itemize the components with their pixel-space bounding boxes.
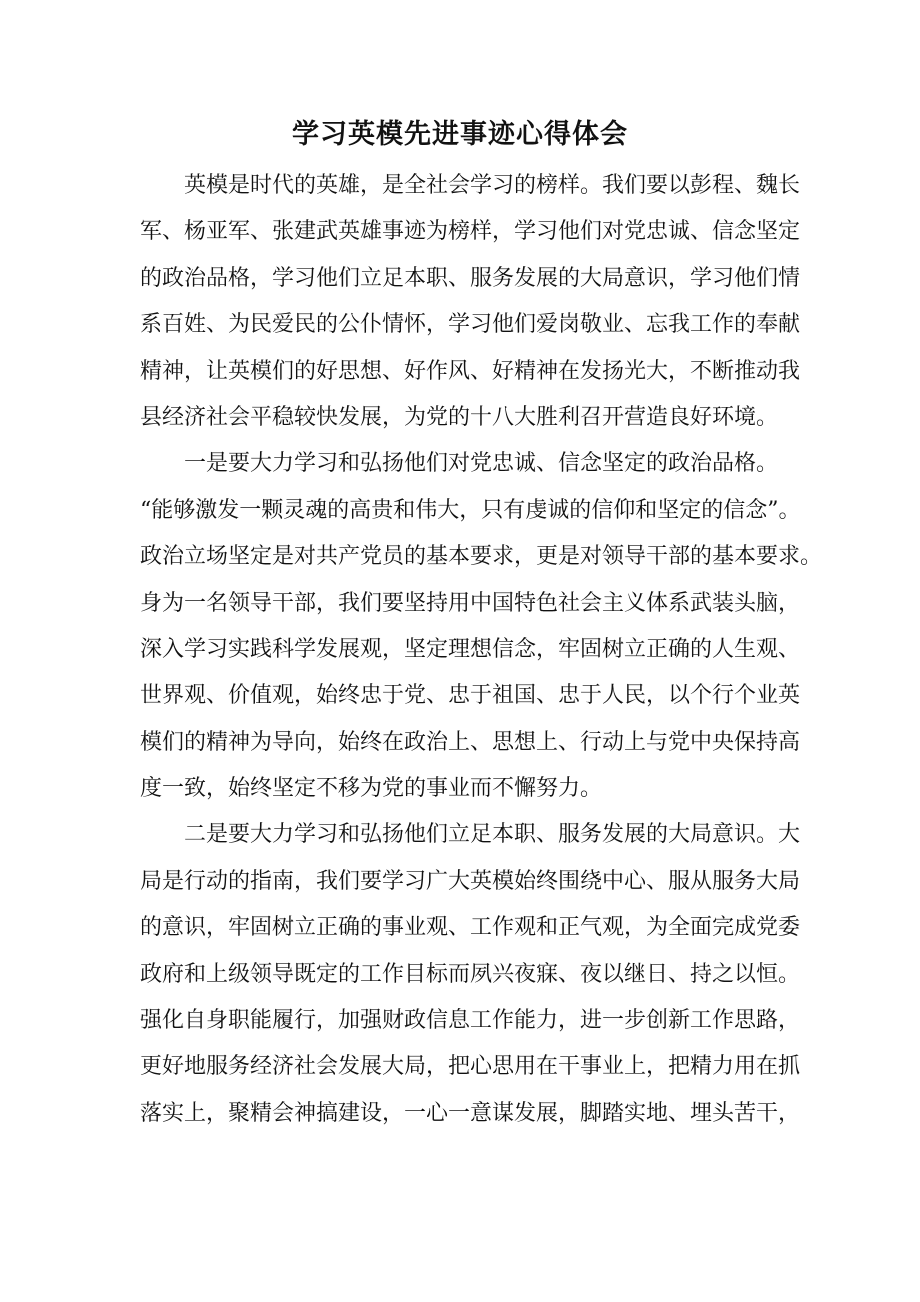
- paragraph-line: 精神，让英模们的好思想、好作风、好精神在发扬光大，不断推动我: [140, 358, 801, 384]
- paragraph-3: [140, 812, 800, 1137]
- paragraph-line: 度一致，始终坚定不移为党的事业而不懈努力。: [140, 776, 603, 802]
- paragraph-line: “能够激发一颗灵魂的高贵和伟大，只有虔诚的信仰和坚定的信念”。: [140, 497, 801, 523]
- paragraph-line: 的意识，牢固树立正确的事业观、工作观和正气观，为全面完成党委: [140, 915, 801, 941]
- paragraph-line: 二是要大力学习和弘扬他们立足本职、服务发展的大局意识。大: [184, 822, 801, 848]
- paragraph-line: 一是要大力学习和弘扬他们对党忠诚、信念坚定的政治品格。: [184, 451, 779, 477]
- paragraph-line: 局是行动的指南，我们要学习广大英模始终围绕中心、服从服务大局: [140, 868, 801, 894]
- paragraph-line: 系百姓、为民爱民的公仆情怀，学习他们爱岗敬业、忘我工作的奉献: [140, 312, 801, 338]
- paragraph-line: 政府和上级领导既定的工作目标而夙兴夜寐、夜以继日、持之以恒。: [140, 961, 801, 987]
- paragraph-line: 军、杨亚军、张建武英雄事迹为榜样，学习他们对党忠诚、信念坚定: [140, 219, 801, 245]
- paragraph-line: 英模是时代的英雄，是全社会学习的榜样。我们要以彭程、魏长: [184, 173, 801, 198]
- paragraph-line: 政治立场坚定是对共产党员的基本要求，更是对领导干部的基本要求。: [140, 544, 823, 570]
- paragraph-line: 的政治品格，学习他们立足本职、服务发展的大局意识，学习他们情: [140, 265, 801, 291]
- paragraph-line: 更好地服务经济社会发展大局，把心思用在干事业上，把精力用在抓: [140, 1054, 801, 1080]
- paragraph-2: [140, 441, 823, 812]
- paragraph-line: 深入学习实践科学发展观，坚定理想信念，牢固树立正确的人生观、: [140, 636, 801, 662]
- paragraph-line: 模们的精神为导向，始终在政治上、思想上、行动上与党中央保持高: [140, 729, 801, 755]
- paragraph-line: 身为一名领导干部，我们要坚持用中国特色社会主义体系武装头脑，: [140, 590, 801, 616]
- document-title: 学习英模先进事迹心得体会: [292, 119, 628, 150]
- paragraph-line: 强化自身职能履行，加强财政信息工作能力，进一步创新工作思路，: [140, 1008, 801, 1034]
- paragraph-line: 落实上，聚精会神搞建设，一心一意谋发展，脚踏实地、埋头苦干，: [140, 1100, 801, 1126]
- paragraph-line: 县经济社会平稳较快发展，为党的十八大胜利召开营造良好环境。: [140, 404, 779, 430]
- document-body: [140, 163, 823, 1137]
- paragraph-1: [140, 163, 800, 441]
- paragraph-line: 世界观、价值观，始终忠于党、忠于祖国、忠于人民，以个行个业英: [140, 683, 801, 709]
